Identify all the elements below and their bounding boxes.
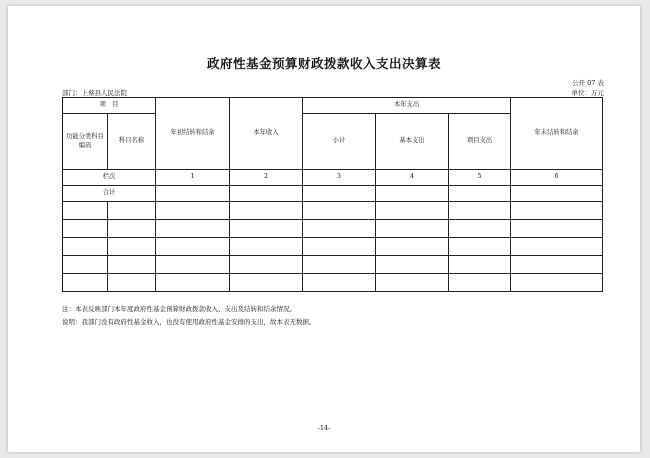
table-cell xyxy=(511,256,603,274)
table-cell xyxy=(511,238,603,256)
table-cell xyxy=(449,238,511,256)
header-item: 项 目 xyxy=(63,98,156,114)
table-cell xyxy=(108,202,156,220)
table-cell xyxy=(156,256,230,274)
table-cell xyxy=(156,202,230,220)
table-row xyxy=(63,256,603,274)
header-begin-balance: 年初结转和结余 xyxy=(156,98,230,170)
note-line: 注：本表反映部门本年度政府性基金预算财政拨款收入、支出及结转和结余情况。 xyxy=(62,305,296,313)
form-number: 公开 07 表 xyxy=(572,79,604,87)
table-cell xyxy=(63,238,108,256)
table-cell xyxy=(376,256,449,274)
table-cell xyxy=(230,256,303,274)
table-cell xyxy=(303,238,376,256)
table-cell xyxy=(230,238,303,256)
notes-block xyxy=(62,303,316,329)
document-page xyxy=(8,6,640,452)
table-cell xyxy=(376,186,449,202)
table-cell xyxy=(108,238,156,256)
unit-label: 单位：万元 xyxy=(571,89,604,97)
header-project: 项目支出 xyxy=(449,114,511,170)
table-row xyxy=(63,274,603,292)
column-number-row xyxy=(63,170,603,186)
header-basic: 基本支出 xyxy=(376,114,449,170)
doc-title: 政府性基金预算财政拨款收入支出决算表 xyxy=(206,56,441,71)
table-row xyxy=(63,238,603,256)
table-cell xyxy=(230,220,303,238)
table-cell xyxy=(156,186,230,202)
header-income: 本年收入 xyxy=(230,98,303,170)
table-cell xyxy=(156,274,230,292)
table-cell xyxy=(449,202,511,220)
table-cell xyxy=(511,220,603,238)
col-number: 3 xyxy=(303,170,376,186)
table-cell xyxy=(108,220,156,238)
header-subtotal: 小计 xyxy=(303,114,376,170)
table-cell xyxy=(230,274,303,292)
table-cell xyxy=(230,186,303,202)
col-number: 4 xyxy=(376,170,449,186)
col-number: 5 xyxy=(449,170,511,186)
col-number: 2 xyxy=(230,170,303,186)
col-number: 1 xyxy=(156,170,230,186)
header-subject-name: 科目名称 xyxy=(108,114,156,170)
table-cell xyxy=(376,202,449,220)
header-func-code: 功能分类科目编码 xyxy=(63,114,108,170)
table-cell xyxy=(63,202,108,220)
table-cell xyxy=(376,238,449,256)
note-line: 说明：我部门没有政府性基金收入，也没有使用政府性基金安排的支出，故本表无数据。 xyxy=(62,318,316,326)
table-cell xyxy=(449,186,511,202)
total-row xyxy=(63,186,603,202)
department-label: 部门：上蔡县人民法院 xyxy=(62,89,127,97)
table-row xyxy=(63,202,603,220)
table-cell xyxy=(511,186,603,202)
table-cell xyxy=(156,220,230,238)
fund-table xyxy=(62,97,603,292)
table-cell xyxy=(108,256,156,274)
table-cell xyxy=(376,274,449,292)
table-cell xyxy=(449,256,511,274)
total-label: 合计 xyxy=(63,186,156,202)
table-row xyxy=(63,220,603,238)
table-cell xyxy=(156,238,230,256)
page-number: -14- xyxy=(317,424,331,432)
table-cell xyxy=(376,220,449,238)
table-cell xyxy=(303,186,376,202)
table-cell xyxy=(63,256,108,274)
table-cell xyxy=(511,274,603,292)
table-cell xyxy=(449,220,511,238)
table-cell xyxy=(511,202,603,220)
table-cell xyxy=(303,202,376,220)
header-row-1 xyxy=(63,98,603,114)
header-end-balance: 年末结转和结余 xyxy=(511,98,603,170)
table-cell xyxy=(63,220,108,238)
header-expenditure: 本年支出 xyxy=(303,98,511,114)
table-cell xyxy=(303,256,376,274)
table-cell xyxy=(63,274,108,292)
table-cell xyxy=(108,274,156,292)
col-number: 6 xyxy=(511,170,603,186)
table-cell xyxy=(303,220,376,238)
column-label: 栏次 xyxy=(63,170,156,186)
table-cell xyxy=(449,274,511,292)
table-cell xyxy=(230,202,303,220)
table-cell xyxy=(303,274,376,292)
